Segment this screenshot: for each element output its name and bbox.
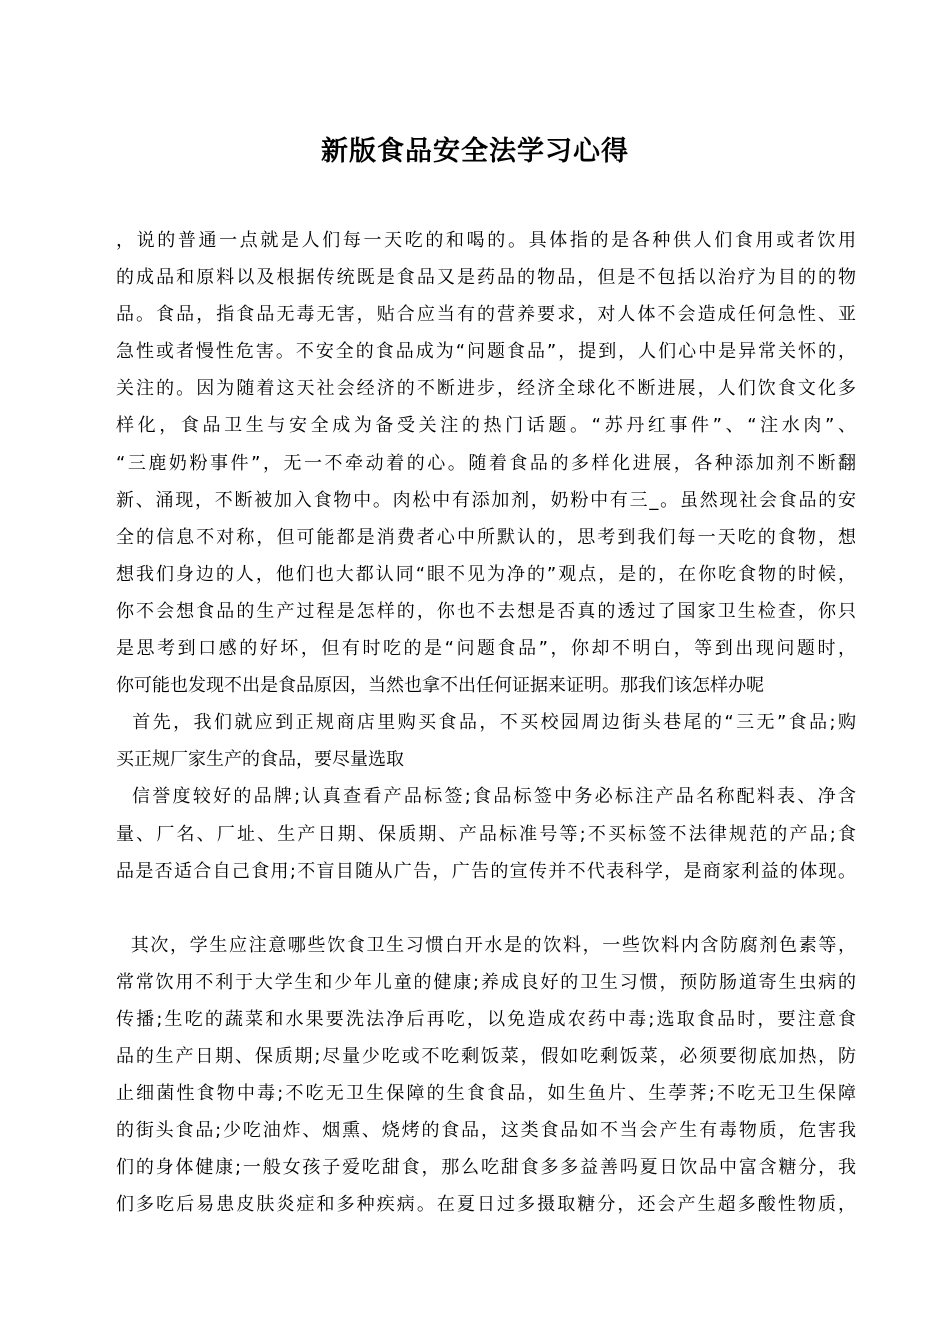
body-line: 品的生产日期、保质期;尽量少吃或不吃剩饭菜，假如吃剩饭菜，必须要彻底加热，防 [116, 1046, 856, 1068]
body-line: 其次，学生应注意哪些饮食卫生习惯白开水是的饮料，一些饮料内含防腐剂色素等， [116, 934, 856, 956]
document-title: 新版食品安全法学习心得 [321, 136, 629, 167]
body-line: 全的信息不对称，但可能都是消费者心中所默认的，思考到我们每一天吃的食物，想 [116, 526, 856, 548]
body-line: 你不会想食品的生产过程是怎样的，你也不去想是否真的透过了国家卫生检查，你只 [116, 600, 856, 622]
body-line: 的成品和原料以及根据传统既是食品又是药品的物品，但是不包括以治疗为目的的物 [116, 267, 856, 289]
body-line: “三鹿奶粉事件”，无一不牵动着的心。随着食品的多样化进展，各种添加剂不断翻 [116, 452, 856, 474]
document-body [116, 222, 856, 1224]
body-line: 止细菌性食物中毒;不吃无卫生保障的生食食品，如生鱼片、生荸荠;不吃无卫生保障 [116, 1083, 856, 1105]
body-line: 样化，食品卫生与安全成为备受关注的热门话题。“苏丹红事件”、“注水肉”、 [116, 415, 856, 437]
body-line: 品是否适合自己食用;不盲目随从广告，广告的宣传并不代表科学，是商家利益的体现。 [116, 860, 856, 882]
body-line: 你可能也发现不出是食品原因，当然也拿不出任何证据来证明。那我们该怎样办呢 [116, 675, 764, 697]
body-line: ，说的普通一点就是人们每一天吃的和喝的。具体指的是各种供人们食用或者饮用 [116, 230, 856, 251]
body-line: 传播;生吃的蔬菜和水果要洗法净后再吃，以免造成农药中毒;选取食品时，要注意食 [116, 1008, 856, 1030]
body-line: 关注的。因为随着这天社会经济的不断进步，经济全球化不断进展，人们饮食文化多 [116, 378, 856, 400]
blank-line [116, 890, 856, 927]
body-line: 们的身体健康;一般女孩子爱吃甜食，那么吃甜食多多益善吗夏日饮品中富含糖分，我 [116, 1157, 856, 1179]
body-line: 新、涌现，不断被加入食物中。肉松中有添加剂，奶粉中有三_。虽然现社会食品的安 [116, 489, 856, 511]
body-line: 想我们身边的人，他们也大都认同“眼不见为净的”观点，是的，在你吃食物的时候， [116, 563, 856, 585]
body-line: 首先，我们就应到正规商店里购买食品，不买校园周边街头巷尾的“三无”食品;购 [116, 712, 856, 734]
body-line: 是思考到口感的好坏，但有时吃的是“问题食品”，你却不明白，等到出现问题时， [116, 638, 856, 660]
body-line: 们多吃后易患皮肤炎症和多种疾病。在夏日过多摄取糖分，还会产生超多酸性物质， [116, 1194, 856, 1216]
body-line: 品。食品，指食品无毒无害，贴合应当有的营养要求，对人体不会造成任何急性、亚 [116, 304, 856, 326]
body-line: 常常饮用不利于大学生和少年儿童的健康;养成良好的卫生习惯，预防肠道寄生虫病的 [116, 971, 856, 993]
body-line: 量、厂名、厂址、生产日期、保质期、产品标准号等;不买标签不法律规范的产品;食 [116, 823, 856, 845]
body-line: 信誉度较好的品牌;认真查看产品标签;食品标签中务必标注产品名称配料表、净含 [116, 786, 856, 808]
body-line: 买正规厂家生产的食品，要尽量选取 [116, 749, 404, 771]
body-line: 急性或者慢性危害。不安全的食品成为“问题食品”，提到，人们心中是异常关怀的， [116, 341, 856, 363]
body-line: 的街头食品;少吃油炸、烟熏、烧烤的食品，这类食品如不当会产生有毒物质，危害我 [116, 1120, 856, 1142]
